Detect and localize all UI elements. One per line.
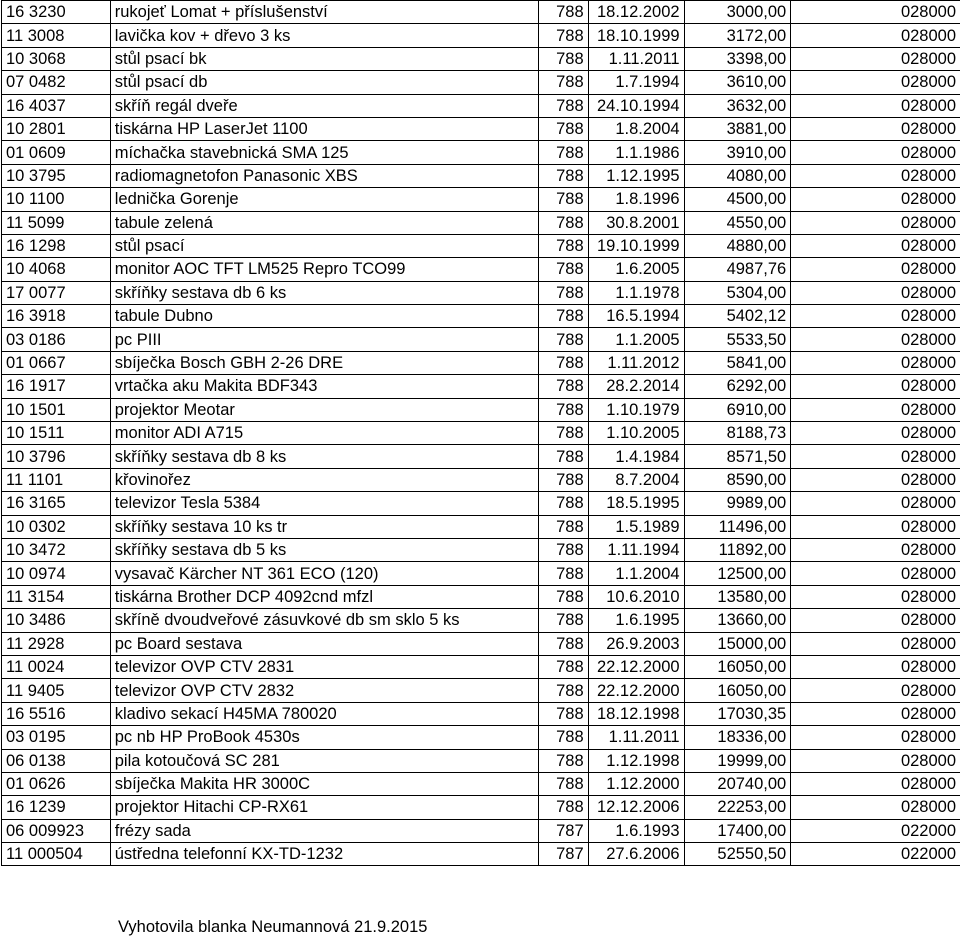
inventory-number-cell: 10 3068	[2, 47, 111, 70]
item-name-cell: skříně dvoudveřové zásuvkové db sm sklo 5 ks	[110, 609, 538, 632]
item-name-cell: monitor AOC TFT LM525 Repro TCO99	[110, 258, 538, 281]
classification-code-cell: 028000	[791, 281, 960, 304]
acquisition-date-cell: 1.1.2005	[588, 328, 684, 351]
inventory-number-cell: 10 4068	[2, 258, 111, 281]
classification-code-cell: 028000	[791, 468, 960, 491]
account-code-cell: 788	[538, 117, 588, 140]
acquisition-date-cell: 16.5.1994	[588, 305, 684, 328]
inventory-number-cell: 10 2801	[2, 117, 111, 140]
price-cell: 16050,00	[684, 655, 791, 678]
inventory-number-cell: 10 3795	[2, 164, 111, 187]
price-cell: 3610,00	[684, 71, 791, 94]
table-row	[2, 305, 960, 328]
account-code-cell: 788	[538, 71, 588, 94]
classification-code-cell: 028000	[791, 492, 960, 515]
acquisition-date-cell: 1.12.2000	[588, 772, 684, 795]
account-code-cell: 788	[538, 632, 588, 655]
price-cell: 4880,00	[684, 234, 791, 257]
inventory-number-cell: 10 0974	[2, 562, 111, 585]
classification-code-cell: 028000	[791, 117, 960, 140]
item-name-cell: televizor OVP CTV 2831	[110, 655, 538, 678]
inventory-number-cell: 01 0626	[2, 772, 111, 795]
item-name-cell: rukojeť Lomat + příslušenství	[110, 1, 538, 24]
account-code-cell: 788	[538, 679, 588, 702]
acquisition-date-cell: 27.6.2006	[588, 843, 684, 866]
table-row	[2, 375, 960, 398]
acquisition-date-cell: 12.12.2006	[588, 796, 684, 819]
classification-code-cell: 028000	[791, 609, 960, 632]
account-code-cell: 788	[538, 468, 588, 491]
acquisition-date-cell: 1.4.1984	[588, 445, 684, 468]
table-row	[2, 538, 960, 561]
account-code-cell: 788	[538, 655, 588, 678]
acquisition-date-cell: 1.1.1978	[588, 281, 684, 304]
item-name-cell: kladivo sekací H45MA 780020	[110, 702, 538, 725]
classification-code-cell: 028000	[791, 24, 960, 47]
inventory-rows	[2, 1, 960, 866]
item-name-cell: projektor Meotar	[110, 398, 538, 421]
account-code-cell: 788	[538, 538, 588, 561]
classification-code-cell: 022000	[791, 843, 960, 866]
price-cell: 3881,00	[684, 117, 791, 140]
acquisition-date-cell: 22.12.2000	[588, 679, 684, 702]
table-row	[2, 188, 960, 211]
item-name-cell: skříňky sestava 10 ks tr	[110, 515, 538, 538]
classification-code-cell: 028000	[791, 258, 960, 281]
account-code-cell: 788	[538, 562, 588, 585]
table-row	[2, 24, 960, 47]
item-name-cell: stůl psací	[110, 234, 538, 257]
table-row	[2, 726, 960, 749]
table-row	[2, 164, 960, 187]
acquisition-date-cell: 1.11.2011	[588, 726, 684, 749]
inventory-number-cell: 06 009923	[2, 819, 111, 842]
account-code-cell: 788	[538, 585, 588, 608]
price-cell: 3398,00	[684, 47, 791, 70]
price-cell: 3000,00	[684, 1, 791, 24]
acquisition-date-cell: 1.6.2005	[588, 258, 684, 281]
inventory-number-cell: 11 9405	[2, 679, 111, 702]
price-cell: 4550,00	[684, 211, 791, 234]
acquisition-date-cell: 1.10.1979	[588, 398, 684, 421]
account-code-cell: 788	[538, 188, 588, 211]
account-code-cell: 787	[538, 843, 588, 866]
acquisition-date-cell: 1.7.1994	[588, 71, 684, 94]
item-name-cell: monitor ADI A715	[110, 422, 538, 445]
table-row	[2, 47, 960, 70]
table-row	[2, 398, 960, 421]
acquisition-date-cell: 1.8.1996	[588, 188, 684, 211]
acquisition-date-cell: 18.12.2002	[588, 1, 684, 24]
acquisition-date-cell: 1.11.2012	[588, 351, 684, 374]
classification-code-cell: 028000	[791, 351, 960, 374]
item-name-cell: ústředna telefonní KX-TD-1232	[110, 843, 538, 866]
acquisition-date-cell: 1.1.1986	[588, 141, 684, 164]
price-cell: 5533,50	[684, 328, 791, 351]
inventory-number-cell: 03 0195	[2, 726, 111, 749]
price-cell: 8590,00	[684, 468, 791, 491]
acquisition-date-cell: 22.12.2000	[588, 655, 684, 678]
table-row	[2, 422, 960, 445]
table-row	[2, 94, 960, 117]
inventory-number-cell: 16 3230	[2, 1, 111, 24]
classification-code-cell: 022000	[791, 819, 960, 842]
item-name-cell: tiskárna HP LaserJet 1100	[110, 117, 538, 140]
account-code-cell: 788	[538, 702, 588, 725]
price-cell: 8188,73	[684, 422, 791, 445]
acquisition-date-cell: 26.9.2003	[588, 632, 684, 655]
acquisition-date-cell: 8.7.2004	[588, 468, 684, 491]
table-row	[2, 679, 960, 702]
classification-code-cell: 028000	[791, 71, 960, 94]
table-row	[2, 772, 960, 795]
classification-code-cell: 028000	[791, 679, 960, 702]
item-name-cell: skříňky sestava db 8 ks	[110, 445, 538, 468]
classification-code-cell: 028000	[791, 234, 960, 257]
item-name-cell: stůl psací bk	[110, 47, 538, 70]
price-cell: 22253,00	[684, 796, 791, 819]
classification-code-cell: 028000	[791, 772, 960, 795]
table-row	[2, 328, 960, 351]
price-cell: 17030,35	[684, 702, 791, 725]
classification-code-cell: 028000	[791, 1, 960, 24]
inventory-number-cell: 16 4037	[2, 94, 111, 117]
classification-code-cell: 028000	[791, 164, 960, 187]
inventory-number-cell: 16 1917	[2, 375, 111, 398]
account-code-cell: 788	[538, 94, 588, 117]
classification-code-cell: 028000	[791, 398, 960, 421]
acquisition-date-cell: 24.10.1994	[588, 94, 684, 117]
classification-code-cell: 028000	[791, 328, 960, 351]
item-name-cell: projektor Hitachi CP-RX61	[110, 796, 538, 819]
table-row	[2, 117, 960, 140]
acquisition-date-cell: 10.6.2010	[588, 585, 684, 608]
item-name-cell: sbíječka Makita HR 3000C	[110, 772, 538, 795]
classification-code-cell: 028000	[791, 538, 960, 561]
account-code-cell: 788	[538, 445, 588, 468]
acquisition-date-cell: 30.8.2001	[588, 211, 684, 234]
classification-code-cell: 028000	[791, 47, 960, 70]
acquisition-date-cell: 1.1.2004	[588, 562, 684, 585]
item-name-cell: pc PIII	[110, 328, 538, 351]
classification-code-cell: 028000	[791, 562, 960, 585]
acquisition-date-cell: 18.12.1998	[588, 702, 684, 725]
item-name-cell: skříňky sestava db 6 ks	[110, 281, 538, 304]
account-code-cell: 788	[538, 1, 588, 24]
acquisition-date-cell: 1.5.1989	[588, 515, 684, 538]
acquisition-date-cell: 1.12.1998	[588, 749, 684, 772]
account-code-cell: 788	[538, 164, 588, 187]
item-name-cell: frézy sada	[110, 819, 538, 842]
item-name-cell: lavička kov + dřevo 3 ks	[110, 24, 538, 47]
item-name-cell: pc nb HP ProBook 4530s	[110, 726, 538, 749]
item-name-cell: křovinořez	[110, 468, 538, 491]
item-name-cell: pila kotoučová SC 281	[110, 749, 538, 772]
acquisition-date-cell: 19.10.1999	[588, 234, 684, 257]
inventory-number-cell: 01 0609	[2, 141, 111, 164]
price-cell: 4500,00	[684, 188, 791, 211]
account-code-cell: 787	[538, 819, 588, 842]
classification-code-cell: 028000	[791, 749, 960, 772]
inventory-number-cell: 10 0302	[2, 515, 111, 538]
price-cell: 3632,00	[684, 94, 791, 117]
inventory-number-cell: 11 1101	[2, 468, 111, 491]
item-name-cell: tiskárna Brother DCP 4092cnd mfzl	[110, 585, 538, 608]
classification-code-cell: 028000	[791, 796, 960, 819]
item-name-cell: lednička Gorenje	[110, 188, 538, 211]
classification-code-cell: 028000	[791, 94, 960, 117]
item-name-cell: televizor Tesla 5384	[110, 492, 538, 515]
inventory-number-cell: 16 1239	[2, 796, 111, 819]
account-code-cell: 788	[538, 796, 588, 819]
acquisition-date-cell: 1.10.2005	[588, 422, 684, 445]
account-code-cell: 788	[538, 234, 588, 257]
price-cell: 17400,00	[684, 819, 791, 842]
inventory-table	[1, 0, 960, 866]
price-cell: 9989,00	[684, 492, 791, 515]
item-name-cell: skříňky sestava db 5 ks	[110, 538, 538, 561]
price-cell: 4987,76	[684, 258, 791, 281]
inventory-number-cell: 11 000504	[2, 843, 111, 866]
table-row	[2, 585, 960, 608]
price-cell: 5304,00	[684, 281, 791, 304]
inventory-number-cell: 16 5516	[2, 702, 111, 725]
acquisition-date-cell: 1.11.1994	[588, 538, 684, 561]
acquisition-date-cell: 1.12.1995	[588, 164, 684, 187]
table-row	[2, 141, 960, 164]
table-row	[2, 234, 960, 257]
inventory-number-cell: 01 0667	[2, 351, 111, 374]
acquisition-date-cell: 18.10.1999	[588, 24, 684, 47]
item-name-cell: televizor OVP CTV 2832	[110, 679, 538, 702]
price-cell: 8571,50	[684, 445, 791, 468]
inventory-number-cell: 10 1501	[2, 398, 111, 421]
acquisition-date-cell: 1.6.1993	[588, 819, 684, 842]
price-cell: 52550,50	[684, 843, 791, 866]
price-cell: 13580,00	[684, 585, 791, 608]
account-code-cell: 788	[538, 141, 588, 164]
item-name-cell: míchačka stavebnická SMA 125	[110, 141, 538, 164]
acquisition-date-cell: 1.8.2004	[588, 117, 684, 140]
classification-code-cell: 028000	[791, 422, 960, 445]
item-name-cell: stůl psací db	[110, 71, 538, 94]
inventory-number-cell: 03 0186	[2, 328, 111, 351]
price-cell: 18336,00	[684, 726, 791, 749]
classification-code-cell: 028000	[791, 632, 960, 655]
inventory-number-cell: 11 2928	[2, 632, 111, 655]
account-code-cell: 788	[538, 726, 588, 749]
table-row	[2, 258, 960, 281]
classification-code-cell: 028000	[791, 726, 960, 749]
account-code-cell: 788	[538, 422, 588, 445]
account-code-cell: 788	[538, 305, 588, 328]
price-cell: 3910,00	[684, 141, 791, 164]
account-code-cell: 788	[538, 772, 588, 795]
table-row	[2, 1, 960, 24]
price-cell: 4080,00	[684, 164, 791, 187]
account-code-cell: 788	[538, 609, 588, 632]
item-name-cell: radiomagnetofon Panasonic XBS	[110, 164, 538, 187]
price-cell: 13660,00	[684, 609, 791, 632]
price-cell: 20740,00	[684, 772, 791, 795]
price-cell: 19999,00	[684, 749, 791, 772]
price-cell: 11496,00	[684, 515, 791, 538]
account-code-cell: 788	[538, 281, 588, 304]
classification-code-cell: 028000	[791, 585, 960, 608]
table-row	[2, 632, 960, 655]
table-row	[2, 211, 960, 234]
price-cell: 11892,00	[684, 538, 791, 561]
table-row	[2, 445, 960, 468]
table-row	[2, 749, 960, 772]
table-row	[2, 281, 960, 304]
classification-code-cell: 028000	[791, 211, 960, 234]
account-code-cell: 788	[538, 398, 588, 421]
price-cell: 6910,00	[684, 398, 791, 421]
classification-code-cell: 028000	[791, 141, 960, 164]
table-row	[2, 351, 960, 374]
acquisition-date-cell: 1.11.2011	[588, 47, 684, 70]
inventory-number-cell: 11 3008	[2, 24, 111, 47]
table-row	[2, 515, 960, 538]
price-cell: 5402,12	[684, 305, 791, 328]
price-cell: 16050,00	[684, 679, 791, 702]
inventory-number-cell: 06 0138	[2, 749, 111, 772]
inventory-number-cell: 10 3796	[2, 445, 111, 468]
item-name-cell: skříň regál dveře	[110, 94, 538, 117]
account-code-cell: 788	[538, 258, 588, 281]
item-name-cell: tabule zelená	[110, 211, 538, 234]
inventory-number-cell: 11 0024	[2, 655, 111, 678]
account-code-cell: 788	[538, 211, 588, 234]
table-row	[2, 609, 960, 632]
acquisition-date-cell: 28.2.2014	[588, 375, 684, 398]
classification-code-cell: 028000	[791, 445, 960, 468]
price-cell: 5841,00	[684, 351, 791, 374]
prepared-by-note: Vyhotovila blanka Neumannová 21.9.2015	[118, 918, 428, 936]
price-cell: 6292,00	[684, 375, 791, 398]
classification-code-cell: 028000	[791, 515, 960, 538]
account-code-cell: 788	[538, 515, 588, 538]
inventory-number-cell: 10 1100	[2, 188, 111, 211]
item-name-cell: pc Board sestava	[110, 632, 538, 655]
table-row	[2, 562, 960, 585]
table-row	[2, 796, 960, 819]
account-code-cell: 788	[538, 492, 588, 515]
inventory-number-cell: 16 3165	[2, 492, 111, 515]
acquisition-date-cell: 18.5.1995	[588, 492, 684, 515]
inventory-number-cell: 16 3918	[2, 305, 111, 328]
table-row	[2, 843, 960, 866]
classification-code-cell: 028000	[791, 655, 960, 678]
inventory-number-cell: 07 0482	[2, 71, 111, 94]
account-code-cell: 788	[538, 351, 588, 374]
account-code-cell: 788	[538, 328, 588, 351]
price-cell: 12500,00	[684, 562, 791, 585]
inventory-number-cell: 16 1298	[2, 234, 111, 257]
item-name-cell: vrtačka aku Makita BDF343	[110, 375, 538, 398]
table-row	[2, 655, 960, 678]
classification-code-cell: 028000	[791, 702, 960, 725]
account-code-cell: 788	[538, 375, 588, 398]
classification-code-cell: 028000	[791, 375, 960, 398]
inventory-number-cell: 10 3486	[2, 609, 111, 632]
inventory-number-cell: 17 0077	[2, 281, 111, 304]
inventory-number-cell: 11 5099	[2, 211, 111, 234]
inventory-number-cell: 11 3154	[2, 585, 111, 608]
account-code-cell: 788	[538, 749, 588, 772]
item-name-cell: sbíječka Bosch GBH 2-26 DRE	[110, 351, 538, 374]
classification-code-cell: 028000	[791, 188, 960, 211]
table-row	[2, 819, 960, 842]
item-name-cell: vysavač Kärcher NT 361 ECO (120)	[110, 562, 538, 585]
acquisition-date-cell: 1.6.1995	[588, 609, 684, 632]
table-row	[2, 492, 960, 515]
item-name-cell: tabule Dubno	[110, 305, 538, 328]
classification-code-cell: 028000	[791, 305, 960, 328]
table-row	[2, 702, 960, 725]
inventory-number-cell: 10 3472	[2, 538, 111, 561]
table-row	[2, 71, 960, 94]
inventory-number-cell: 10 1511	[2, 422, 111, 445]
price-cell: 15000,00	[684, 632, 791, 655]
account-code-cell: 788	[538, 24, 588, 47]
price-cell: 3172,00	[684, 24, 791, 47]
account-code-cell: 788	[538, 47, 588, 70]
table-row	[2, 468, 960, 491]
